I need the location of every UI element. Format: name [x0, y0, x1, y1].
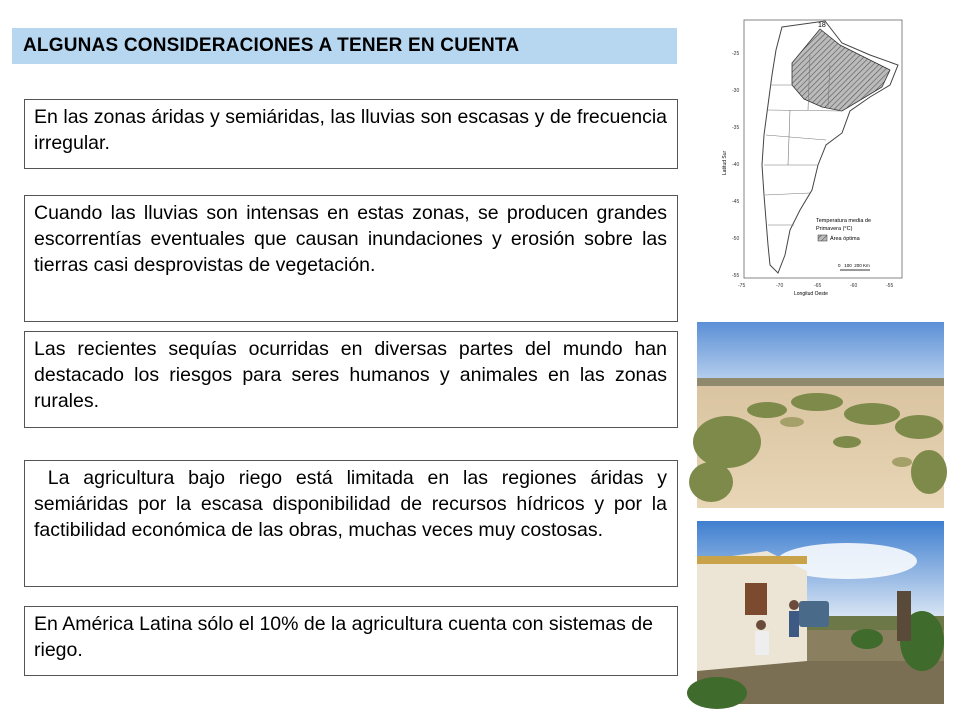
lat-tick: -50 — [732, 236, 740, 242]
argentina-map-image — [722, 15, 905, 300]
slide-title: ALGUNAS CONSIDERACIONES A TENER EN CUENTA — [23, 35, 520, 56]
lon-tick: -60 — [850, 283, 858, 289]
lon-tick: -65 — [814, 283, 822, 289]
lat-tick: -25 — [732, 51, 740, 57]
isotherm-label: 18 — [818, 22, 826, 29]
paragraph: Las recientes sequías ocurridas en diversas partes del mundo han destacado los riesgos para seres humanos y animales en las zonas rurales. — [34, 338, 667, 412]
lat-tick: -55 — [732, 273, 740, 279]
text-box-latin-america — [24, 606, 678, 676]
paragraph: La agricultura bajo riego está limitada en las regiones áridas y semiáridas por la escasa disponibilidad de recursos hídricos y por la factibilidad económica de las obras, muchas veces muy costosas. — [34, 467, 673, 541]
paragraph: En América Latina sólo el 10% de la agricultura cuenta con sistemas de riego. — [34, 613, 653, 661]
legend-title-1: Temperatura media de — [816, 218, 872, 224]
paragraph: Cuando las lluvias son intensas en estas zonas, se producen grandes escorrentías eventuales que causan inundaciones y erosión sobre las tierras casi desprovistas de vegetación. — [34, 202, 667, 276]
text-box-runoff — [24, 195, 678, 322]
paragraph: En las zonas áridas y semiáridas, las lluvias son escasas y de frecuencia irregular. — [34, 106, 667, 154]
map-graphic — [722, 15, 905, 300]
lat-tick: -35 — [732, 125, 740, 131]
map-xlabel: Longitud Oeste — [794, 291, 828, 297]
legend-title-2: Primavera (°C) — [816, 226, 853, 232]
map-ylabel: Latitud Sur — [722, 150, 728, 175]
legend-swatch — [818, 235, 827, 241]
lat-tick: -45 — [732, 199, 740, 205]
text-box-irrigation — [24, 460, 678, 587]
arid-landscape-photo — [697, 322, 944, 508]
lon-tick: -55 — [886, 283, 894, 289]
photo-graphic — [697, 322, 944, 508]
lat-tick: -30 — [732, 88, 740, 94]
lon-tick: -75 — [738, 283, 746, 289]
scale-label: 0 100 200 Km — [838, 263, 870, 268]
legend-area-label: Área óptima — [830, 236, 860, 242]
photo-graphic — [697, 521, 944, 704]
text-box-arid-rain — [24, 99, 678, 169]
lat-tick: -40 — [732, 162, 740, 168]
lon-tick: -70 — [776, 283, 784, 289]
title-banner — [12, 28, 677, 64]
rural-house-photo — [697, 521, 944, 704]
text-box-droughts — [24, 331, 678, 428]
